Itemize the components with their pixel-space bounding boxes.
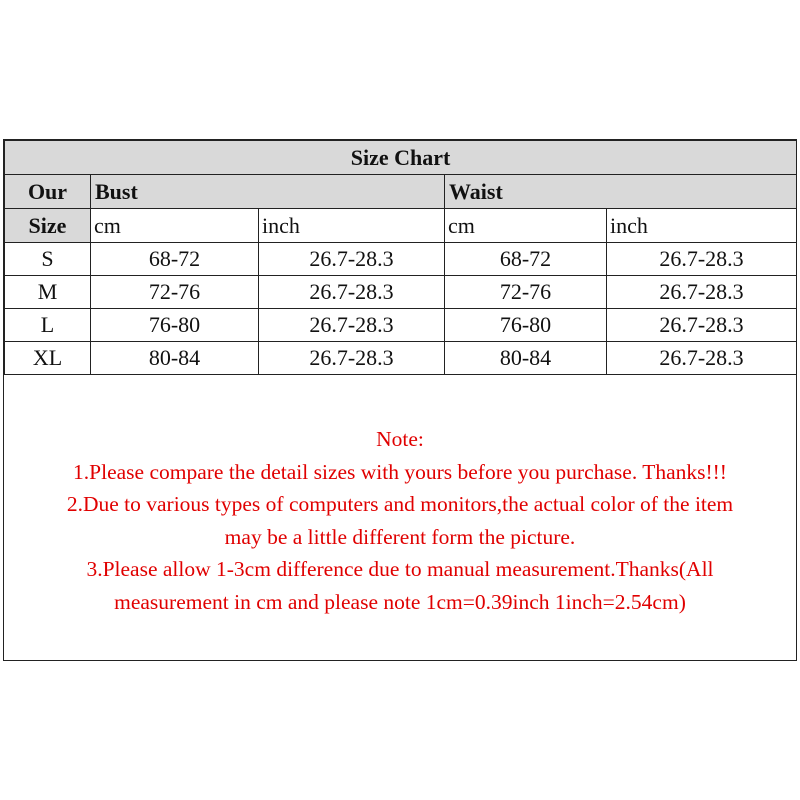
bust-inch-cell: 26.7-28.3 [259, 309, 445, 342]
note-line: measurement in cm and please note 1cm=0.39inch 1inch=2.54cm) [114, 589, 686, 614]
size-header-line-2: Size [5, 209, 91, 243]
size-cell: M [5, 276, 91, 309]
title-row [5, 141, 797, 175]
bust-inch-cell: 26.7-28.3 [259, 342, 445, 375]
waist-cm-cell: 72-76 [445, 276, 607, 309]
bust-cm-cell: 72-76 [91, 276, 259, 309]
bust-cm-cell: 80-84 [91, 342, 259, 375]
waist-inch-unit: inch [607, 209, 797, 243]
waist-inch-cell: 26.7-28.3 [607, 342, 797, 375]
bust-inch-unit: inch [259, 209, 445, 243]
notes-section [4, 423, 796, 618]
bust-header: Bust [91, 175, 445, 209]
waist-inch-cell: 26.7-28.3 [607, 243, 797, 276]
waist-cm-cell: 68-72 [445, 243, 607, 276]
group-header-row [5, 175, 797, 209]
size-chart-panel [3, 139, 797, 661]
table-row [5, 276, 797, 309]
unit-header-row [5, 209, 797, 243]
bust-inch-cell: 26.7-28.3 [259, 243, 445, 276]
bust-inch-cell: 26.7-28.3 [259, 276, 445, 309]
waist-cm-unit: cm [445, 209, 607, 243]
bust-cm-cell: 76-80 [91, 309, 259, 342]
size-cell: S [5, 243, 91, 276]
note-line: 3.Please allow 1-3cm difference due to manual measurement.Thanks(All [86, 557, 714, 581]
waist-cm-cell: 76-80 [445, 309, 607, 342]
waist-header: Waist [445, 175, 797, 209]
bust-cm-cell: 68-72 [91, 243, 259, 276]
size-cell: L [5, 309, 91, 342]
waist-inch-cell: 26.7-28.3 [607, 309, 797, 342]
table-row [5, 243, 797, 276]
waist-inch-cell: 26.7-28.3 [607, 276, 797, 309]
note-line: may be a little different form the picture. [224, 524, 576, 549]
table-row [5, 342, 797, 375]
note-line: 2.Due to various types of computers and monitors,the actual color of the item [66, 492, 734, 516]
note-line: 1.Please compare the detail sizes with yours before you purchase. Thanks!!! [73, 459, 727, 484]
size-cell: XL [5, 342, 91, 375]
waist-cm-cell: 80-84 [445, 342, 607, 375]
chart-title: Size Chart [5, 141, 797, 175]
size-chart-table [4, 140, 797, 375]
bust-cm-unit: cm [91, 209, 259, 243]
size-header-line-1: Our [5, 175, 91, 209]
note-heading: Note: [376, 427, 424, 451]
table-row [5, 309, 797, 342]
